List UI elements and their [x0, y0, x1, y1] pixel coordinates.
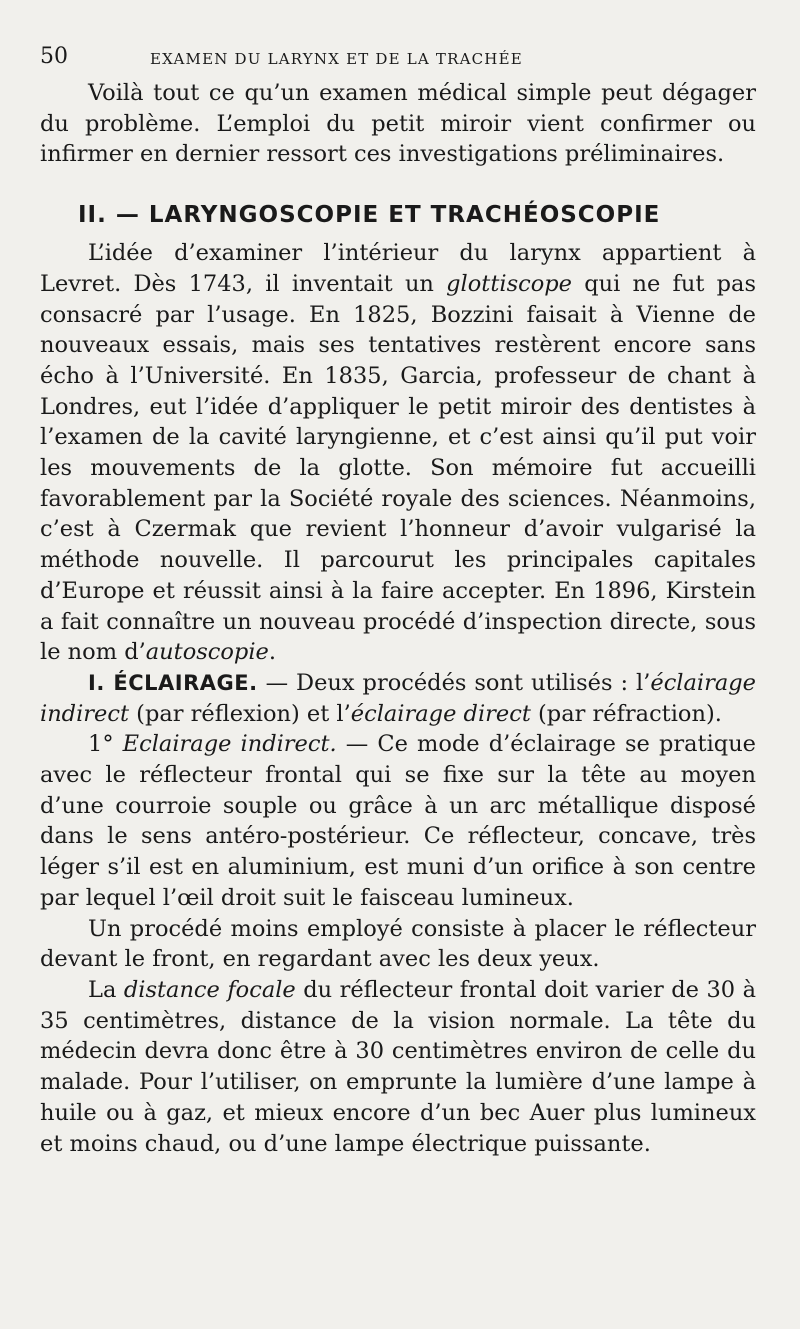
text-run: qui ne fut pas consacré par l’usage. En 1825, Bozzini faisait à Vienne de nouveaux essais, mais ses tentatives restèrent encore sans écho à l’Université. En 1835, Garcia, professeur de chant à Londres, eut l’idée d’appliquer le petit miroir des dentistes à l’examen de la cavité laryngienne, et c’est ainsi qu’il put voir les mouvements de la glotte. Son mémoire fut accueilli favorablement par la Société royale des sciences. Néanmoins, c’est à Czermak que revient l’honneur d’avoir vulgarisé la méthode nouvelle. Il parcourut les principales capitales d’Europe et réussit ainsi à la faire accepter. En 1896, Kirstein a fait connaître un nouveau procédé d’inspection directe, sous le nom d’ [40, 270, 757, 666]
intro-paragraph: Voilà tout ce qu’un examen médical simple peut dégager du problème. L’emploi du petit miroir vient confirmer ou infirmer en dernier ressort ces investigations préliminaires. [40, 80, 756, 168]
text-run: L’idée d’examiner l’intérieur du larynx appartient à Levret. Dès 1743, il inventait un [40, 240, 756, 297]
running-title: EXAMEN DU LARYNX ET DE LA TRACHÉE [150, 50, 523, 68]
italic-term-distance-focale: distance focale [123, 976, 296, 1003]
text-run: (par réflexion) et l’ [129, 700, 351, 727]
text-run: — Deux procédés sont utilisés : l’ [257, 669, 651, 696]
section-heading: II. — LARYNGOSCOPIE ET TRACHÉOSCOPIE [78, 202, 661, 229]
italic-term-glottiscope: glottiscope [446, 270, 572, 297]
text-run: (par réfraction). [530, 700, 722, 727]
paragraph-history [40, 238, 756, 668]
paragraph-alternative: Un procédé moins employé consiste à placer le réflecteur devant le front, en regardant avec les deux yeux. [40, 915, 756, 973]
italic-term-autoscopie: autoscopie [145, 639, 269, 666]
paragraph-eclairage-indirect [40, 729, 756, 913]
subsection-label: I. ÉCLAIRAGE. [88, 670, 258, 695]
paragraph-eclairage [40, 668, 756, 729]
text-run: du réflecteur frontal doit varier de 30 à 35 centimètres, distance de la vision normale. La tête du médecin devra donc être à 30 centimètres environ de celle du malade. Pour l’utiliser, on emprunte la lumière d’une lampe à huile ou à gaz, et mieux encore d’un bec Auer plus lumineux et moins chaud, ou d’une lampe électrique puissante. [40, 976, 756, 1157]
text-run: . [268, 639, 277, 666]
book-page [40, 44, 756, 1304]
italic-term-eclairage-indirect: éclairage indirect [40, 669, 756, 727]
text-run: La [88, 976, 124, 1003]
item-number: 1° [88, 731, 114, 758]
italic-term-eclairage-direct: éclairage direct [350, 700, 531, 727]
italic-subtitle: Eclairage indirect. [113, 731, 337, 758]
text-run: — Ce mode d’éclairage se pratique avec le réflecteur frontal qui se fixe sur la tête au moyen d’une courroie souple ou grâce à un arc métallique disposé dans le sens antéro-postérieur. Ce réflecteur, concave, très léger s’il est en aluminium, est muni d’un orifice à son centre par lequel l’œil droit suit le faisceau lumineux. [40, 731, 756, 911]
paragraph-distance-focale [40, 975, 756, 1159]
page-number: 50 [40, 44, 68, 69]
page-header [40, 44, 756, 78]
